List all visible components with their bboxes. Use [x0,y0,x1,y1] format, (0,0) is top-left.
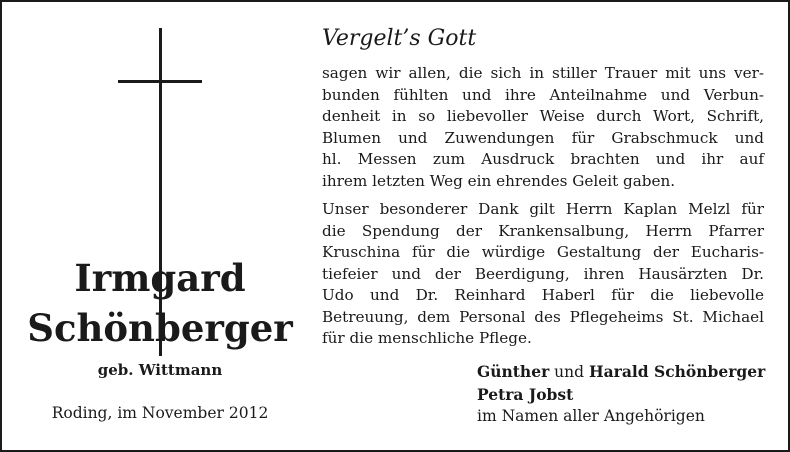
deceased-first-name: Irmgard [74,256,246,300]
text-line: Betreuung, dem Personal des Pflegeheims St. Michael [322,307,764,326]
text-line: sagen wir allen, die sich in stiller Trauer mit uns ver- [322,64,764,82]
signature-closing: im Namen aller Angehörigen [477,407,705,425]
thanks-paragraph-1 [322,63,764,192]
text-line: ihrem letzten Weg ein ehrendes Geleit gaben. [322,171,676,190]
text-line: tiefeier und der Beerdigung, ihren Hausärzten Dr. [322,264,764,283]
text-line: für die menschliche Pflege. [322,329,532,347]
signature-line-2 [477,384,765,407]
signer-1: Günther [477,362,550,381]
signer-3: Petra Jobst [477,384,574,404]
text-line: denheit in so liebevoller Weise durch Wort, Schrift, [322,107,764,125]
text-line: hl. Messen zum Ausdruck brachten und ihr auf [322,150,764,168]
text-line: die Spendung der Krankensalbung, Herrn Pfarrer [322,221,764,240]
place-date: Roding, im November 2012 [51,404,269,422]
signature-block [477,361,765,428]
deceased-last-name: Schönberger [27,306,293,350]
maiden-name: geb. Wittmann [97,361,223,379]
text-line: Kruschina für die würdige Gestaltung der Eucharis- [322,243,764,261]
cross-bar [118,80,202,83]
text-line: Udo und Dr. Reinhard Haberl für die liebevolle [322,286,764,304]
signature-conjunction: und [549,363,589,381]
text-line: bunden fühlten und ihre Anteilnahme und Verbun- [322,85,764,104]
thanks-paragraph-2 [322,199,764,350]
thanks-heading: Vergelt’s Gott [322,26,477,51]
signature-line-1 [477,361,765,384]
text-line: Unser besonderer Dank gilt Herrn Kaplan Melzl für [322,200,764,218]
text-line: Blumen und Zuwendungen für Grabschmuck und [322,128,764,147]
signer-2: Harald Schönberger [588,362,766,381]
